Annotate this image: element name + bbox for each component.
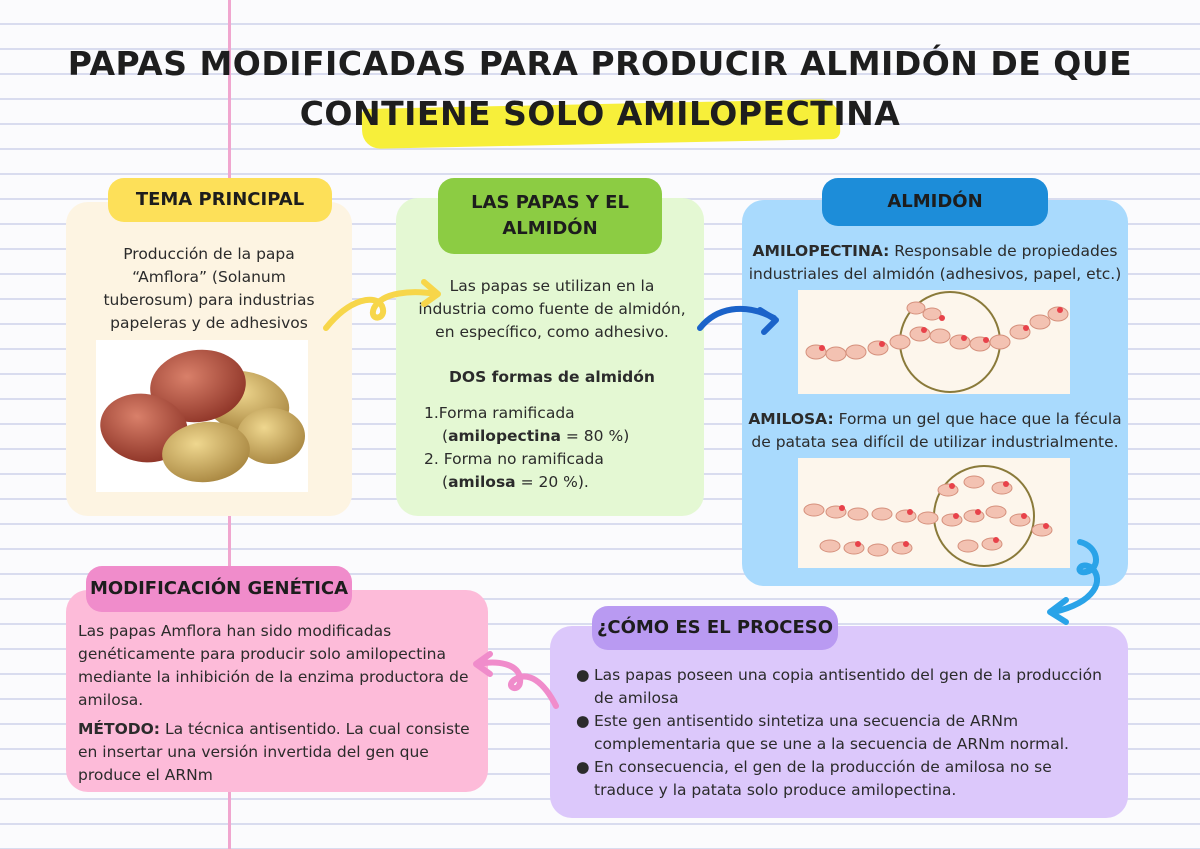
page-title-line2: CONTIENE SOLO AMILOPECTINA [299, 94, 901, 133]
forma-item-1-detail: (amilopectina = 80 %) [442, 427, 630, 445]
amilopectina-text: AMILOPECTINA: Responsable de propiedades industriales del almidón (adhesivos, papel, etc.) [748, 242, 1122, 283]
page-title-line1: PAPAS MODIFICADAS PARA PRODUCIR ALMIDÓN DE QUE [67, 44, 1133, 83]
arrow-blue-icon [694, 298, 786, 338]
papas-intro-text: Las papas se utilizan en la industria como fuente de almidón, en específico, como adhesivo. [418, 277, 686, 341]
proceso-bullet-2: ● Este gen antisentido sintetiza una secuencia de ARNm complementaria que se une a la secuencia de ARNm normal. [576, 712, 1069, 753]
papas-almidon-label-line1: LAS PAPAS Y EL [471, 192, 629, 213]
potato-image [96, 340, 308, 492]
forma-list [424, 402, 694, 494]
forma-item-2-detail: (amilosa = 20 %). [442, 473, 589, 491]
proceso-label: ¿CÓMO ES EL PROCESO [592, 606, 838, 650]
tema-principal-text: Producción de la papa “Amflora” (Solanum tuberosum) para industrias papeleras y de adhesivos [103, 245, 315, 332]
bullet-dot: ● [576, 758, 590, 776]
proceso-bullet-3: ● En consecuencia, el gen de la producción de amilosa no se traduce y la patata solo produce amilopectina. [576, 758, 1052, 799]
dos-formas-title: DOS formas de almidón [449, 368, 655, 386]
forma-item-2: 2. Forma no ramificada [424, 450, 604, 468]
arrow-yellow-icon [320, 276, 446, 336]
proceso-bullets [574, 664, 1114, 802]
bullet-dot: ● [576, 712, 590, 730]
modificacion-label: MODIFICACIÓN GENÉTICA [86, 566, 352, 612]
metodo-text: MÉTODO: La técnica antisentido. La cual consiste en insertar una versión invertida del gen que produce el ARNm [78, 720, 470, 784]
tema-principal-label: TEMA PRINCIPAL [108, 178, 332, 222]
papas-almidon-label-line2: ALMIDÓN [502, 218, 598, 239]
almidon-label: ALMIDÓN [822, 178, 1048, 226]
bullet-dot: ● [576, 666, 590, 684]
arrow-cyan-icon [1036, 536, 1112, 626]
proceso-bullet-1: ● Las papas poseen una copia antisentido del gen de la producción de amilosa [576, 666, 1102, 707]
amilosa-text: AMILOSA: Forma un gel que hace que la fécula de patata sea difícil de utilizar industrialmente. [748, 410, 1122, 451]
papas-almidon-label [438, 178, 662, 254]
amilopectina-diagram [798, 290, 1070, 394]
modificacion-text: Las papas Amflora han sido modificadas genéticamente para producir solo amilopectina mediante la inhibición de la enzima productora de amilosa. [78, 622, 469, 709]
amilosa-diagram [798, 458, 1070, 568]
forma-item-1: 1.Forma ramificada [424, 404, 575, 422]
arrow-pink-icon [468, 648, 562, 714]
